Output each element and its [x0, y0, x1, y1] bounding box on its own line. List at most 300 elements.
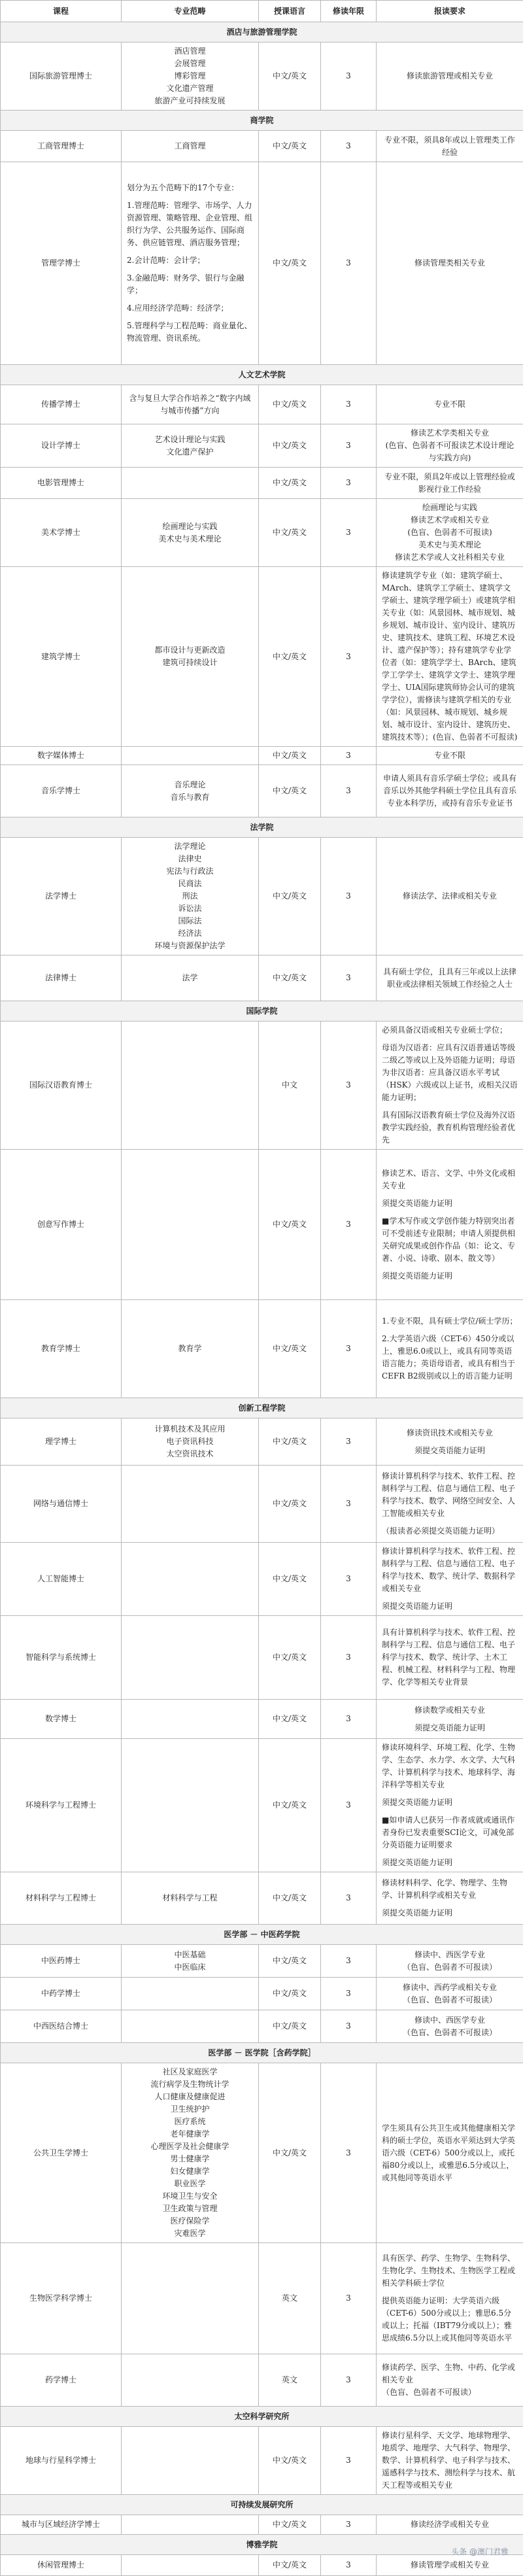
program-language: 英文: [259, 2243, 321, 2354]
program-name: 教育学博士: [1, 1300, 122, 1398]
program-requirements-line: 须提交英语能力证明: [382, 1907, 518, 1919]
program-requirements-line: 母语为汉语者：应具有汉语普通话等级二级乙等或以上及外语能力证明；母语为非汉语者：应具备汉语水平考试（HSK）六级或以上证书，或相关汉语能力证明；: [382, 1042, 518, 1104]
program-duration: 3: [321, 838, 377, 955]
program-requirements-line: 具有国际汉语教育硕士学位及海外汉语教学实践经验，教育机构管理经验者优先: [382, 1109, 518, 1146]
program-language: 中文/英文: [259, 1466, 321, 1543]
section-row: [1, 2407, 523, 2427]
program-fields: [122, 43, 259, 111]
program-duration: 3: [321, 1543, 377, 1616]
program-requirements-line: 修读艺术学或相关专业: [382, 514, 518, 526]
program-language: 中文/英文: [259, 747, 321, 765]
header-course: 课程: [1, 1, 122, 22]
table-row: [1, 1872, 523, 1925]
program-language: 中文/英文: [259, 131, 321, 162]
program-requirements-line: 修读中、西医学专业: [382, 1949, 518, 1961]
section-title: 医学部 － 医学院［含药学院］: [1, 2043, 523, 2063]
table-row: [1, 1300, 523, 1398]
program-requirements: [377, 765, 523, 817]
program-duration: 3: [321, 385, 377, 424]
program-name: 美术学博士: [1, 499, 122, 567]
spacer: [127, 297, 253, 302]
program-language: 中文/英文: [259, 499, 321, 567]
table-row: [1, 955, 523, 1001]
program-language: 中文/英文: [259, 43, 321, 111]
program-name: 管理学博士: [1, 162, 122, 365]
program-requirements-line: 须提交英语能力证明: [382, 1270, 518, 1282]
program-duration: 3: [321, 1022, 377, 1150]
program-requirements-line: 修读艺术、语言、文学、中外文化或相关专业: [382, 1167, 518, 1192]
spacer: [382, 1328, 518, 1333]
program-requirements: [377, 2555, 523, 2576]
program-requirements-line: 修读管理学或相关专业: [382, 2559, 518, 2571]
program-duration: 3: [321, 1418, 377, 1466]
program-fields: [122, 1150, 259, 1300]
program-requirements: [377, 1022, 523, 1150]
program-duration: 3: [321, 1700, 377, 1739]
program-requirements: [377, 838, 523, 955]
program-duration: 3: [321, 1945, 377, 1978]
program-requirements-line: (色盲、色弱者不可报读): [382, 526, 518, 539]
program-fields-line: 材料科学与工程: [127, 1892, 253, 1904]
program-name: 创意写作博士: [1, 1150, 122, 1300]
program-language: 中文/英文: [259, 1543, 321, 1616]
program-name: 生物医学科学博士: [1, 2243, 122, 2354]
program-fields-line: 环境卫生与安全: [127, 2190, 253, 2203]
table-row: [1, 468, 523, 499]
table-row: [1, 385, 523, 424]
table-row: [1, 1739, 523, 1872]
program-name: 国际旅游管理博士: [1, 43, 122, 111]
program-duration: 3: [321, 499, 377, 567]
program-fields: [122, 567, 259, 747]
program-fields: [122, 131, 259, 162]
program-requirements-line: 修读中、西医学专业: [382, 2014, 518, 2027]
program-requirements-line: 须提交英语能力证明: [382, 1857, 518, 1869]
section-row: [1, 1001, 523, 1022]
program-language: 中文/英文: [259, 1978, 321, 2010]
program-duration: 3: [321, 1150, 377, 1300]
header-duration: 修读年限: [321, 1, 377, 22]
spacer: [382, 1791, 518, 1796]
section-row: [1, 365, 523, 385]
program-fields: [122, 1616, 259, 1700]
program-fields-line: 医疗系统: [127, 2116, 253, 2128]
program-requirements-line: （报读者必须提交英语能力证明）: [382, 1525, 518, 1537]
program-fields-line: 社区及家庭医学: [127, 2066, 253, 2078]
program-fields-line: 刑法: [127, 890, 253, 902]
program-language: 中文/英文: [259, 2555, 321, 2576]
program-language: 中文/英文: [259, 2427, 321, 2495]
program-requirements-line: （色盲、色弱者不可报读）: [382, 1994, 518, 2006]
table-row: [1, 765, 523, 817]
program-fields-line: 中医基础: [127, 1949, 253, 1961]
program-requirements-line: 学生须具有公共卫生或其他健康相关学科的硕士学位，英语水平须达到大学英语六级（CET-6）500分或以上，或托福80分或以上，或雅思6.5分或以上，或其他同等英语水平: [382, 2122, 518, 2184]
program-fields-line: 男士健康学: [127, 2153, 253, 2165]
program-requirements: [377, 499, 523, 567]
program-name: 中医药博士: [1, 1945, 122, 1978]
spacer: [382, 2290, 518, 2295]
table-row: [1, 1150, 523, 1300]
table-row: [1, 43, 523, 111]
program-requirements-line: 专业不限: [382, 398, 518, 411]
program-fields-line: 宪法与行政法: [127, 865, 253, 878]
program-name: 音乐学博士: [1, 765, 122, 817]
program-requirements: [377, 747, 523, 765]
program-language: 中文: [259, 1022, 321, 1150]
program-fields-line: 酒店管理: [127, 45, 253, 58]
section-title: 法学院: [1, 817, 523, 838]
table-row: [1, 1978, 523, 2010]
program-duration: 3: [321, 1739, 377, 1872]
section-row: [1, 1925, 523, 1945]
program-fields-line: 音乐与教育: [127, 791, 253, 804]
program-requirements: [377, 955, 523, 1001]
program-requirements-line: 申请人须具有音乐学硕士学位；或具有音乐以外其他学科硕士学位且具有音乐专业本科学历，或持有音乐专业证书: [382, 772, 518, 810]
program-language: 中文/英文: [259, 1616, 321, 1700]
program-requirements-line: 修读计算机科学与技术、软件工程、控制科学与工程、信息与通信工程、电子科学与技术、数学、统计学、数据科学或相关专业: [382, 1545, 518, 1595]
program-requirements: [377, 1872, 523, 1925]
program-fields-line: 文化遗产保护: [127, 446, 253, 458]
program-requirements: [377, 1150, 523, 1300]
program-requirements-line: 须提交英语能力证明: [382, 1796, 518, 1809]
section-title: 国际学院: [1, 1001, 523, 1022]
program-name: 环境科学与工程博士: [1, 1739, 122, 1872]
program-requirements-line: 修读资讯技术或相关专业: [382, 1427, 518, 1439]
program-fields-line: 教育学: [127, 1343, 253, 1355]
program-requirements-line: 美术史与美术理论: [382, 539, 518, 551]
program-language: 中文/英文: [259, 1739, 321, 1872]
section-title: 人文艺术学院: [1, 365, 523, 385]
program-requirements-line: (色盲、色弱者不可报读艺术设计理论与实践方向): [382, 439, 518, 464]
program-fields-line: 太空资讯技术: [127, 1448, 253, 1460]
program-requirements: [377, 2010, 523, 2043]
program-duration: 3: [321, 765, 377, 817]
program-fields-line: 博彩管理: [127, 70, 253, 82]
program-duration: 3: [321, 131, 377, 162]
program-requirements-line: 专业不限: [382, 749, 518, 762]
program-requirements-line: 1.专业不限，具有硕士学位/硕士学历；: [382, 1315, 518, 1328]
program-name: 人工智能博士: [1, 1543, 122, 1616]
program-fields-line: 绘画理论与实践: [127, 521, 253, 533]
program-requirements-line: 专业不限，须具8年或以上管理类工作经验: [382, 134, 518, 159]
spacer: [382, 1439, 518, 1445]
program-name: 中西医结合博士: [1, 2010, 122, 2043]
program-fields: [122, 1978, 259, 2010]
program-fields-line: 2.会计范畴：会计学；: [127, 254, 253, 267]
spacer: [127, 249, 253, 254]
program-fields-line: 法律史: [127, 853, 253, 865]
spacer: [382, 1717, 518, 1722]
program-requirements: [377, 43, 523, 111]
program-fields: [122, 1739, 259, 1872]
table-row: [1, 2354, 523, 2407]
section-title: 医学部 － 中医药学院: [1, 1925, 523, 1945]
program-duration: 3: [321, 1466, 377, 1543]
program-name: 建筑学博士: [1, 567, 122, 747]
program-fields-line: 心理医学及社会健康学: [127, 2140, 253, 2153]
program-name: 智能科学与系统博士: [1, 1616, 122, 1700]
program-fields-line: 划分为五个范畴下的17个专业：: [127, 182, 253, 194]
program-requirements: [377, 1300, 523, 1398]
program-requirements-line: 必须具备汉语或相关专业硕士学位；: [382, 1024, 518, 1037]
section-title: 太空科学研究所: [1, 2407, 523, 2427]
program-requirements-line: 须提交英语能力证明: [382, 1197, 518, 1210]
program-fields-line: 人口健康及健康促进: [127, 2091, 253, 2103]
program-requirements: [377, 1466, 523, 1543]
program-fields: [122, 162, 259, 365]
program-fields-line: 建筑可持续设计: [127, 657, 253, 669]
spacer: [382, 1210, 518, 1215]
program-name: 设计学博士: [1, 424, 122, 468]
program-fields-line: 含与复旦大学合作培养之“数字内域与城市传播”方向: [127, 392, 253, 417]
program-name: 传播学博士: [1, 385, 122, 424]
program-language: 中文/英文: [259, 162, 321, 365]
program-requirements: [377, 385, 523, 424]
program-fields: [122, 955, 259, 1001]
table-row: [1, 424, 523, 468]
program-requirements-line: 须提交英语能力证明: [382, 1600, 518, 1613]
program-duration: 3: [321, 955, 377, 1001]
program-name: 法律博士: [1, 955, 122, 1001]
table-row: [1, 747, 523, 765]
program-name: 法学博士: [1, 838, 122, 955]
section-row: [1, 22, 523, 43]
program-requirements-line: 修读旅游管理或相关专业: [382, 70, 518, 82]
program-language: 中文/英文: [259, 1418, 321, 1466]
program-requirements-line: 修读数学或相关专业: [382, 1704, 518, 1717]
program-requirements-line: 修读行星科学、天文学、地球物理学、地质学、地理学、大气科学、物理学、数学、计算机科学、电子科学与技术、遥感科学与技术、测绘科学与技术、航天工程等或相关专业: [382, 2430, 518, 2492]
program-duration: 3: [321, 2515, 377, 2535]
program-fields: [122, 1466, 259, 1543]
watermark: 头条 @澳门君雅: [451, 2546, 509, 2557]
program-language: 中文/英文: [259, 2063, 321, 2243]
spacer: [382, 1192, 518, 1197]
section-row: [1, 2535, 523, 2555]
table-row: [1, 1616, 523, 1700]
program-language: 中文/英文: [259, 1945, 321, 1978]
section-title: 商学院: [1, 111, 523, 131]
program-fields-line: 民商法: [127, 878, 253, 890]
program-fields: [122, 2063, 259, 2243]
program-language: 中文/英文: [259, 1700, 321, 1739]
spacer: [382, 1851, 518, 1857]
table-row: [1, 1700, 523, 1739]
program-fields-line: 5.管理科学与工程范畴：商业量化、物流管理、资讯系统。: [127, 320, 253, 345]
spacer: [382, 1595, 518, 1600]
program-duration: 3: [321, 1978, 377, 2010]
program-fields-line: 卫生统护护: [127, 2103, 253, 2116]
program-requirements: [377, 1543, 523, 1616]
program-fields-line: 工商管理: [127, 140, 253, 152]
program-name: 地球与行星科学博士: [1, 2427, 122, 2495]
program-requirements-line: 修读管理类相关专业: [382, 257, 518, 269]
program-requirements-line: ■如申请人已获另一作者成就或通讯作者身份已发表重要SCI论文，可减免部分英语能力证明要求: [382, 1814, 518, 1851]
program-requirements: [377, 2354, 523, 2407]
table-row: [1, 131, 523, 162]
program-fields-line: 妇女健康学: [127, 2165, 253, 2178]
program-duration: 3: [321, 2354, 377, 2407]
program-language: 中文/英文: [259, 838, 321, 955]
program-requirements-line: 修读法学、法律或相关专业: [382, 890, 518, 902]
program-language: 中文/英文: [259, 424, 321, 468]
section-row: [1, 1398, 523, 1418]
program-fields: [122, 1300, 259, 1398]
program-requirements: [377, 1418, 523, 1466]
program-fields: [122, 385, 259, 424]
program-fields: [122, 2427, 259, 2495]
program-fields-line: 艺术设计理论与实践: [127, 434, 253, 446]
table-row: [1, 499, 523, 567]
program-duration: 3: [321, 43, 377, 111]
table-row: [1, 1945, 523, 1978]
program-name: 网络与通信博士: [1, 1466, 122, 1543]
program-fields-line: 文化遗产管理: [127, 82, 253, 95]
spacer: [127, 315, 253, 320]
program-fields: [122, 2243, 259, 2354]
program-fields: [122, 2354, 259, 2407]
program-duration: 3: [321, 747, 377, 765]
program-fields-line: 老年健康学: [127, 2128, 253, 2140]
program-fields-line: 环境与资源保护法学: [127, 940, 253, 952]
program-fields: [122, 2555, 259, 2576]
program-name: 休闲管理博士: [1, 2555, 122, 2576]
program-name: 电影管理博士: [1, 468, 122, 499]
table-row: [1, 2515, 523, 2535]
program-fields-line: 卫生政策与管理: [127, 2203, 253, 2215]
program-requirements-line: 修读药学、医学、生物、中药、化学或相关专业: [382, 2361, 518, 2386]
program-language: 中文/英文: [259, 468, 321, 499]
program-fields: [122, 747, 259, 765]
section-row: [1, 111, 523, 131]
program-requirements-line: （色盲、色弱者不可报读）: [382, 2386, 518, 2399]
program-language: 中文/英文: [259, 1150, 321, 1300]
program-duration: 3: [321, 1616, 377, 1700]
program-fields: [122, 1418, 259, 1466]
program-requirements: [377, 1978, 523, 2010]
program-name: 国际汉语教育博士: [1, 1022, 122, 1150]
program-fields-line: 4.应用经济学范畴：经济学；: [127, 302, 253, 315]
program-language: 中文/英文: [259, 765, 321, 817]
program-requirements-line: 绘画理论与实践: [382, 502, 518, 514]
program-requirements-line: 修读建筑学专业（如：建筑学硕士、MArch、建筑学工学硕士、建筑学文学硕士、建筑学理学硕士）或建筑学相关专业（如：风景园林、城市规划、城乡规划、城市设计、室内设计、建筑历史、建筑技术、建筑工程、环境艺术设计、遗产保护等）；持有建筑学专业学位者（如：建筑学学士、BArch、建筑学工学学士、建筑学文学士、建筑学理学士、UIA国际建筑师协会认可的建筑学学位），需修读与建筑学相关的专业（如：风景园林、城市规划、城乡规划、城市设计、室内设计、建筑历史、建筑技术等）；(色盲、色弱者不可报读): [382, 570, 518, 744]
program-language: 中文/英文: [259, 2010, 321, 2043]
table-row: [1, 567, 523, 747]
program-language: 中文/英文: [259, 1872, 321, 1925]
program-fields-line: 1.管理范畴：管理学、市场学、人力资源管理、策略管理、企业管理、组织行为学、公共服务运作、国际商务、供应链管理、酒店服务管理；: [127, 199, 253, 249]
program-requirements: [377, 2243, 523, 2354]
program-language: 中文/英文: [259, 2515, 321, 2535]
program-duration: 3: [321, 2243, 377, 2354]
program-duration: 3: [321, 2063, 377, 2243]
program-fields: [122, 2010, 259, 2043]
spacer: [127, 267, 253, 272]
program-fields-line: 国际法: [127, 915, 253, 927]
program-fields-line: 流行病学及生物统计学: [127, 2078, 253, 2091]
program-fields-line: 法学理论: [127, 840, 253, 853]
program-fields-line: 旅游产业可持续发展: [127, 95, 253, 107]
program-fields: [122, 1022, 259, 1150]
header-field: 专业范畴: [122, 1, 259, 22]
program-duration: 3: [321, 2427, 377, 2495]
program-requirements-line: 修读艺术学类相关专业: [382, 427, 518, 439]
section-row: [1, 2495, 523, 2515]
section-row: [1, 2043, 523, 2063]
program-requirements-line: 专业不限，须具2年或以上管理经验或影视行业工作经验: [382, 471, 518, 496]
program-requirements: [377, 424, 523, 468]
program-language: 中文/英文: [259, 385, 321, 424]
program-requirements-line: （色盲、色弱者不可报读）: [382, 1961, 518, 1974]
program-duration: 3: [321, 424, 377, 468]
program-fields-line: 经济法: [127, 927, 253, 940]
program-fields: [122, 424, 259, 468]
program-requirements: [377, 2063, 523, 2243]
program-name: 工商管理博士: [1, 131, 122, 162]
table-row: [1, 2010, 523, 2043]
spacer: [382, 1902, 518, 1907]
section-title: 创新工程学院: [1, 1398, 523, 1418]
program-requirements: [377, 2515, 523, 2535]
section-title: 博雅学院: [1, 2535, 523, 2555]
program-language: 中文/英文: [259, 567, 321, 747]
program-name: 中药学博士: [1, 1978, 122, 2010]
program-language: 中文/英文: [259, 955, 321, 1001]
program-requirements: [377, 468, 523, 499]
program-fields: [122, 468, 259, 499]
program-requirements-line: 修读中、西药学或相关专业: [382, 1982, 518, 1994]
spacer: [382, 1037, 518, 1042]
spacer: [127, 194, 253, 199]
program-requirements: [377, 567, 523, 747]
program-name: 理学博士: [1, 1418, 122, 1466]
header-language: 授课语言: [259, 1, 321, 22]
program-name: 材料科学与工程博士: [1, 1872, 122, 1925]
program-duration: 3: [321, 567, 377, 747]
program-requirements: [377, 162, 523, 365]
table-row: [1, 1466, 523, 1543]
program-fields-line: 医疗保险学: [127, 2215, 253, 2227]
program-requirements-line: （色盲、色弱者不可报读）: [382, 2027, 518, 2039]
program-fields: [122, 1543, 259, 1616]
program-requirements-line: 须提交英语能力证明: [382, 1445, 518, 1457]
program-fields: [122, 765, 259, 817]
program-fields-line: 灾难医学: [127, 2227, 253, 2240]
program-fields-line: 美术史与美术理论: [127, 533, 253, 545]
program-requirements-line: 修读艺术学或人文社科相关专业: [382, 551, 518, 564]
program-requirements: [377, 1945, 523, 1978]
program-duration: 3: [321, 162, 377, 365]
program-requirements: [377, 2427, 523, 2495]
program-fields: [122, 1700, 259, 1739]
spacer: [382, 1809, 518, 1814]
program-fields-line: 计算机技术及其应用: [127, 1423, 253, 1435]
program-fields-line: 音乐理论: [127, 779, 253, 791]
program-requirements-line: 2.大学英语六级（CET-6）450分或以上，雅思6.0或以上，或具有同等英语语言能力；英语母语者，或具有相当于CEFR B2级别或以上的语言能力证明: [382, 1333, 518, 1382]
table-row: [1, 838, 523, 955]
program-duration: 3: [321, 1872, 377, 1925]
program-requirements-line: 须提交英语能力证明: [382, 1722, 518, 1734]
table-row: [1, 1543, 523, 1616]
program-requirements-line: ■学术写作或文学创作能力特别突出者可不受前述专业限制；申请人须提供相关研究成果或创作作品（如：论文、专著、小说、诗歌、剧本、散文等）: [382, 1215, 518, 1265]
header-requirements: 报读要求: [377, 1, 523, 22]
program-fields-line: 都市设计与更新改造: [127, 644, 253, 657]
spacer: [382, 1104, 518, 1109]
program-requirements: [377, 1700, 523, 1739]
program-fields: [122, 499, 259, 567]
program-fields: [122, 1872, 259, 1925]
program-requirements-line: 修读计算机科学与技术、软件工程、控制科学与工程、信息与通信工程、电子科学与技术、数学、网络空间安全、人工智能或相关专业: [382, 1470, 518, 1520]
program-fields-line: 电子资讯科技: [127, 1435, 253, 1448]
program-requirements-line: 具有医学、药学、生物学、生物科学、生物化学、生物技术、生物医学工程或相关学科硕士学位: [382, 2252, 518, 2290]
